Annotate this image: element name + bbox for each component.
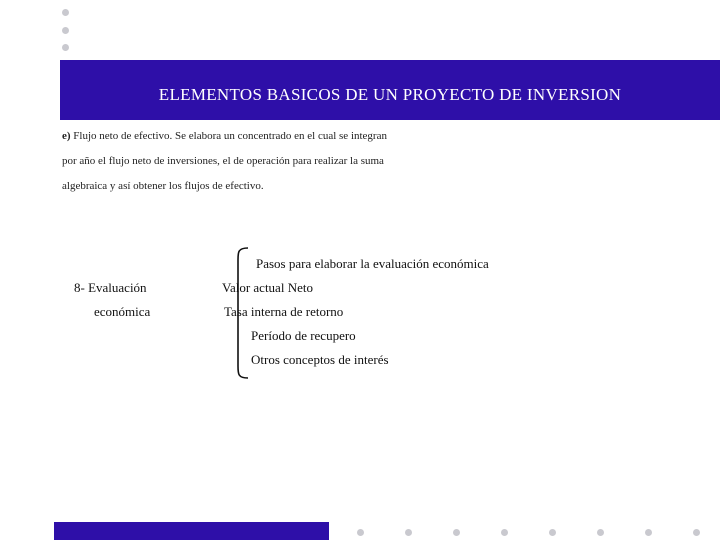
step-item: Tasa interna de retorno <box>224 304 344 319</box>
decor-dot <box>645 529 652 536</box>
decor-dot <box>597 529 604 536</box>
steps-heading: Pasos para elaborar la evaluación económica <box>256 256 489 271</box>
section-heading <box>74 276 184 324</box>
step-item: Valor actual Neto <box>222 280 313 295</box>
footer-band <box>54 522 329 540</box>
section-line-1: 8- Evaluación <box>74 280 147 295</box>
body-text <box>62 124 482 199</box>
decor-dot <box>62 27 69 34</box>
step-item: Período de recupero <box>251 328 356 343</box>
item-label: e) <box>62 130 71 142</box>
decor-dot <box>501 529 508 536</box>
decor-dot <box>357 529 364 536</box>
slide-title: ELEMENTOS BASICOS DE UN PROYECTO DE INVERSION <box>158 85 622 104</box>
decor-dot <box>405 529 412 536</box>
decor-dot <box>693 529 700 536</box>
step-item: Otros conceptos de interés <box>251 352 389 367</box>
decor-dot <box>62 9 69 16</box>
body-line-1: Flujo neto de efectivo. Se elabora un concentrado en el cual se integran <box>73 130 387 142</box>
body-line-2: por año el flujo neto de inversiones, el de operación para realizar la suma <box>62 155 384 167</box>
body-line-3: algebraica y así obtener los flujos de efectivo. <box>62 180 264 192</box>
section-line-2: económica <box>94 304 151 319</box>
decor-dot <box>453 529 460 536</box>
decor-dot <box>549 529 556 536</box>
decor-dot <box>62 44 69 51</box>
